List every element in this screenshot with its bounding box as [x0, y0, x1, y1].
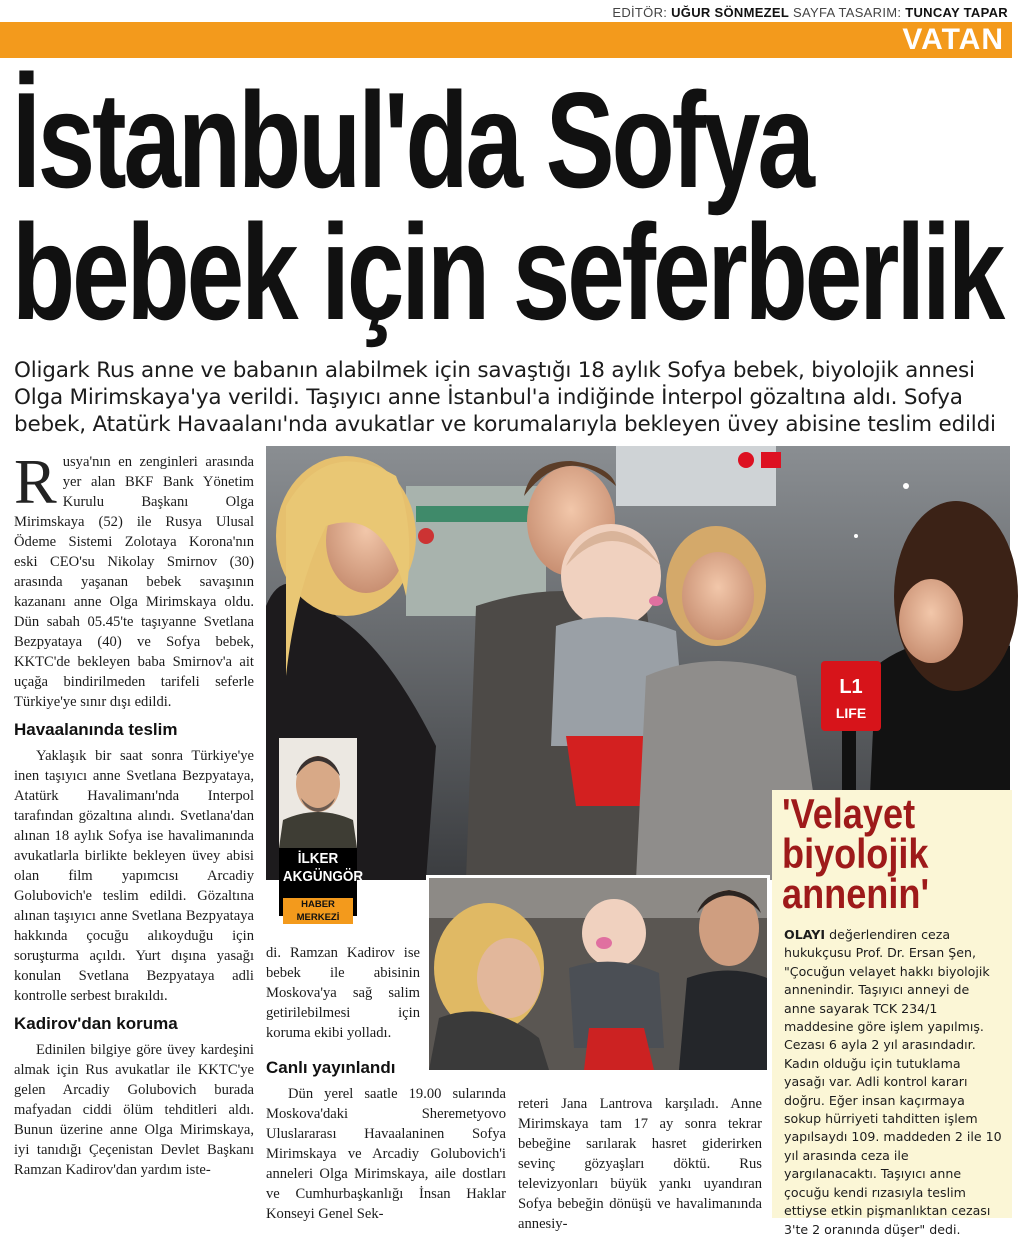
sidebar-box — [772, 790, 1012, 1237]
design-label: SAYFA TASARIM: — [793, 5, 902, 20]
paragraph-moscow: reteri Jana Lantrova karşıladı. Anne Mirimskaya tam 17 ay sonra tekrar bebeğine sarılarak hasret giderirken sevinç gözyaşları döktü. Rus televizyonları büyük yankı uyandıran Sofya bebeğin dönüşü ve havalimanında annesiy- — [518, 1096, 762, 1232]
sidebar-title-line-3: annenin' — [782, 870, 930, 917]
paragraph-kadirov-cont: di. Ramzan Kadirov ise bebek ile abisinin Moskova'ya sağ salim getirilebilmesi için koruma ekibi yolladı. — [266, 945, 420, 1041]
author-name-line-2: AKGÜNGÖR — [282, 868, 364, 885]
subheading-live: Canlı yayınlandı — [266, 1058, 396, 1077]
sidebar-body: değerlendiren ceza hukukçusu Prof. Dr. Ersan Şen, "Çocuğun velayet hakkı biyolojik annenindir. Taşıyıcı anneyi de anne sayarak TCK 234/1 maddesine göre işlem yapılmış. Cezası 6 ayla 2 yıl arasındadır. Kadın olduğu için tutuklama yasağı var. Adli kontrol kararı doğru. Eğer insan kaçırmaya sokup hürriyeti tahditten işlem yapılsaydı 109. maddeden 2 ile 10 yıl arasında ceza ile yargılanacaktı. Taşıyıcı anne çocuğu kendi rızasıyla teslim ettiyse etkin pişmanlıktan cezası 3'te 2 oranında düşer" dedi. — [784, 927, 1002, 1237]
lead-paragraph: Oligark Rus anne ve babanın alabilmek için savaştığı 18 aylık Sofya bebek, biyolojik annesi Olga Mirimskaya'ya verildi. Taşıyıcı anne İstanbul'a indiğinde İnterpol gözaltına aldı. Sofya bebek, Atatürk Havaalanı'nda avukatlar ve korumalarıyla bekleyen üvey abisine teslim edildi — [14, 358, 996, 437]
paragraph-intro-text: usya'nın en zenginleri arasında yer alan BKF Bank Yönetim Kurulu Başkanı Olga Mirimskaya (52) ile Rusya Ulusal Ödeme Sistemi Zolotaya Korona'nın eski CEO'su Nikolay Smirnov (30) arasında yaşanan bebek savaşının kazananı anne Olga Mirimskaya oldu. Dün sabah 05.45'te taşıyanne Svetlana Bezpyataya (40) ve Sofya bebek, KKTC'de bekleyen baba Smirnov'a ait uçağa bindirilmeden tarifeli seferle Türkiye'ye sınır dışı edildi. — [14, 454, 254, 710]
dropcap: R — [14, 446, 57, 517]
sidebar-text — [784, 926, 1004, 1239]
author-unit: HABER MERKEZİ — [283, 898, 353, 924]
subheading-airport: Havaalanında teslim — [14, 720, 178, 739]
paragraph-airport: Yaklaşık bir saat sonra Türkiye'ye inen taşıyıcı anne Svetlana Bezpyataya, Atatürk Havalimanı'nda Interpol tarafından gözaltına alındı. Svetlana'dan alınan 18 aylık Sofya ise havalimanında avukatlarla birlikte bekleyen üvey abisi olan film yapımcısı Arcadiy Golubovich'e teslim edildi. Gözaltına alınan taşıyıcı anne Svetlana Bezpyataya hakkında çocuğu alıkoyduğu için soruşturma açıldı. Yurt dışına yasağı konulan Svetlana Bezpyataya adli kontrolle serbest bırakıldı. — [14, 748, 254, 1004]
headline — [12, 64, 1003, 348]
sidebar-kicker: OLAYI — [784, 927, 826, 942]
author-name — [282, 850, 364, 886]
editor-name: UĞUR SÖNMEZEL — [671, 5, 790, 20]
page-credits — [612, 5, 1008, 20]
headline-line-1: İstanbul'da Sofya — [12, 64, 812, 216]
article-column-2b — [266, 1058, 506, 1224]
article-column-2a — [266, 943, 420, 1043]
design-name: TUNCAY TAPAR — [905, 5, 1008, 20]
mic-logo: LIFE — [835, 705, 867, 721]
section-label: VATAN — [902, 23, 1004, 56]
editor-label: EDİTÖR: — [612, 5, 668, 20]
author-photo — [279, 738, 357, 848]
paragraph-kadirov: Edinilen bilgiye göre üvey kardeşini almak için Rus avukatlar ile KKTC'ye gelen Arcadiy Golubovich burada mafyadan ciddi ölüm tehditleri aldı. Bunun üzerine anne Olga Mirimskaya, iyi tanıdığı Çeçenistan Devlet Başkanı Ramzan Kadirov'dan yardım iste- — [14, 1042, 254, 1178]
sidebar-title — [782, 790, 930, 917]
secondary-photo-illustration — [429, 878, 767, 1070]
secondary-photo — [426, 875, 770, 1073]
author-box — [279, 738, 364, 923]
sidebar-title-line-2: biyolojik — [782, 830, 929, 877]
sidebar-title-line-1: 'Velayet — [782, 790, 916, 837]
subheading-kadirov: Kadirov'dan koruma — [14, 1014, 178, 1033]
author-name-line-1: İLKER — [297, 850, 339, 867]
section-bar — [0, 22, 1012, 58]
article-column-3 — [518, 1094, 762, 1234]
mic-number: L1 — [839, 676, 863, 698]
paragraph-intro — [14, 446, 254, 712]
paragraph-live: Dün yerel saatle 19.00 sularında Moskova'daki Sheremetyovo Uluslararası Havaalaninen Sofya Mirimskaya ve Arcadiy Golubovich'i anneleri Olga Mirimskaya, aile dostları ve Cumhurbaşkanlığı İnsan Haklar Konseyi Genel Sek- — [266, 1086, 506, 1222]
headline-line-2: bebek için seferberlik — [12, 196, 1003, 348]
article-column-1 — [14, 446, 254, 1180]
